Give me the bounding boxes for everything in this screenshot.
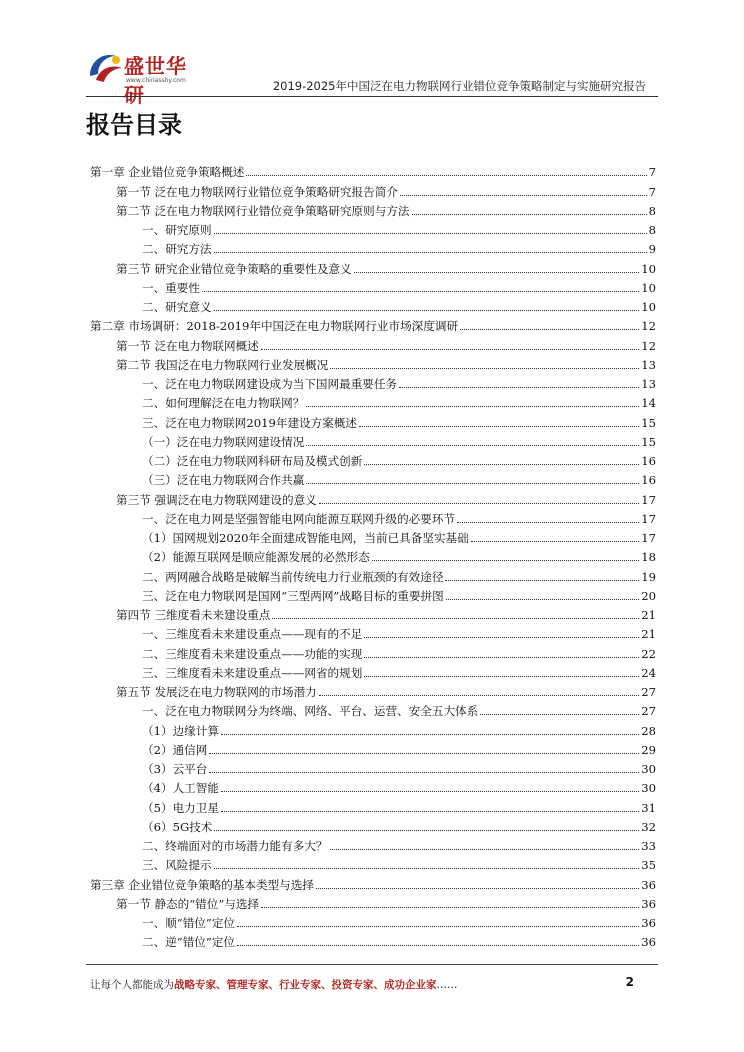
toc-leader-dots	[364, 637, 639, 638]
toc-entry-title: 三、泛在电力物联网是国网“三型两网”战略目标的重要拼图	[142, 588, 444, 603]
toc-entry-title: 二、两网融合战略是破解当前传统电力行业瓶颈的有效途径	[142, 569, 444, 584]
logo-name: 盛世华研	[124, 54, 187, 107]
toc-leader-dots	[364, 464, 639, 465]
toc-leader-dots	[261, 349, 639, 350]
toc-leader-dots	[480, 714, 639, 715]
toc-entry-title: 第一节 静态的“错位”与选择	[116, 896, 260, 911]
footer-divider	[86, 964, 658, 965]
toc-leader-dots	[214, 252, 647, 253]
toc-entry[interactable]	[86, 622, 656, 641]
toc-entry[interactable]	[86, 718, 656, 737]
toc-entry[interactable]	[86, 699, 656, 718]
toc-leader-dots	[221, 811, 639, 812]
footer-suffix: ……	[436, 979, 458, 991]
toc-entry-title: （二）泛在电力物联网科研布局及模式创新	[142, 454, 363, 468]
logo-icon	[86, 48, 126, 88]
toc-leader-dots	[354, 272, 640, 273]
toc-entry[interactable]	[86, 430, 656, 449]
toc-entry-title: 一、三维度看未来建设重点——现有的不足	[142, 627, 363, 642]
toc-entry-title: 第二节 泛在电力物联网行业错位竞争策略研究原则与方法	[116, 203, 410, 218]
toc-entry[interactable]	[86, 738, 656, 757]
toc-entry[interactable]	[86, 468, 656, 487]
page-title: 报告目录	[86, 111, 182, 139]
toc-entry-page: 32	[641, 819, 656, 834]
toc-leader-dots	[412, 214, 647, 215]
toc-entry[interactable]	[86, 661, 656, 680]
toc-entry-title: 第三章 企业错位竞争策略的基本类型与选择	[90, 877, 314, 892]
toc-entry[interactable]	[86, 545, 656, 564]
toc-entry-page: 7	[648, 165, 656, 180]
toc-entry-page: 36	[641, 916, 656, 930]
toc-leader-dots	[471, 541, 640, 542]
toc-leader-dots	[246, 175, 646, 176]
toc-entry[interactable]	[86, 237, 656, 256]
toc-leader-dots	[306, 445, 639, 446]
toc-entry[interactable]	[86, 815, 656, 834]
toc-entry-title: （5）电力卫星	[142, 800, 219, 815]
toc-entry[interactable]	[86, 507, 656, 526]
footer-prefix: 让每个人都能成为	[90, 979, 174, 991]
toc-leader-dots	[319, 503, 639, 504]
toc-leader-dots	[237, 926, 639, 927]
toc-entry[interactable]	[86, 314, 656, 333]
toc-leader-dots	[364, 657, 639, 658]
toc-leader-dots	[399, 387, 639, 388]
toc-entry-page: 30	[641, 781, 656, 796]
toc-entry-title: 一、泛在电力物联网建设成为当下国网最重要任务	[142, 377, 398, 391]
toc-entry[interactable]	[86, 333, 656, 352]
toc-entry-title: 第五节 发展泛在电力物联网的市场潜力	[116, 685, 317, 699]
toc-leader-dots	[364, 676, 639, 677]
toc-leader-dots	[214, 868, 640, 869]
toc-entry-page: 17	[641, 511, 656, 526]
table-of-contents	[86, 160, 656, 949]
toc-leader-dots	[261, 907, 639, 908]
toc-entry-title: 二、终端面对的市场潜力能有多大？	[142, 839, 328, 853]
toc-entry[interactable]	[86, 199, 656, 218]
toc-entry-page: 17	[641, 492, 656, 507]
toc-leader-dots	[209, 772, 639, 773]
toc-entry-page: 10	[641, 280, 656, 295]
toc-entry-page: 28	[641, 723, 656, 738]
toc-entry-title: （一）泛在电力物联网建设情况	[142, 434, 305, 449]
toc-entry[interactable]	[86, 757, 656, 776]
toc-entry-title: 一、研究原则	[142, 223, 212, 237]
toc-entry-title: 一、顺“错位”定位	[142, 916, 236, 930]
footer-slogan	[90, 977, 458, 992]
toc-entry-title: 第一章 企业错位竞争策略概述	[90, 165, 245, 180]
toc-entry-title: 第三节 强调泛在电力物联网建设的意义	[116, 492, 317, 507]
toc-entry-page: 8	[648, 203, 656, 218]
toc-entry[interactable]	[86, 834, 656, 853]
toc-entry[interactable]	[86, 449, 656, 468]
toc-leader-dots	[306, 406, 639, 407]
toc-entry-title: （6）5G技术	[142, 819, 213, 834]
toc-entry-title: 第二节 我国泛在电力物联网行业发展概况	[116, 357, 329, 372]
toc-entry[interactable]	[86, 218, 656, 237]
toc-entry-page: 10	[641, 261, 656, 276]
toc-entry-page: 36	[641, 935, 656, 950]
toc-entry-page: 36	[641, 877, 656, 892]
toc-entry[interactable]	[86, 526, 656, 545]
toc-entry[interactable]	[86, 776, 656, 795]
toc-leader-dots	[330, 368, 639, 369]
toc-entry-page: 7	[648, 184, 656, 199]
toc-entry-page: 12	[641, 319, 656, 334]
toc-entry-page: 33	[641, 839, 656, 853]
toc-leader-dots	[202, 291, 639, 292]
toc-entry-title: （2）通信网	[142, 742, 208, 757]
toc-entry[interactable]	[86, 680, 656, 699]
page-number: 2	[625, 975, 634, 989]
toc-entry[interactable]	[86, 872, 656, 891]
toc-entry-page: 18	[641, 550, 656, 565]
toc-entry-page: 22	[641, 646, 656, 661]
toc-entry-page: 21	[641, 627, 656, 642]
toc-leader-dots	[316, 888, 639, 889]
toc-entry-page: 36	[641, 896, 656, 911]
toc-entry[interactable]	[86, 487, 656, 506]
toc-entry-page: 12	[641, 338, 656, 353]
toc-leader-dots	[319, 695, 639, 696]
toc-entry-page: 27	[641, 704, 656, 719]
toc-entry[interactable]	[86, 353, 656, 372]
toc-entry-page: 8	[648, 223, 656, 237]
toc-entry-page: 20	[641, 588, 656, 603]
toc-entry-page: 17	[641, 531, 656, 545]
toc-entry[interactable]	[86, 641, 656, 660]
toc-entry-page: 21	[641, 608, 656, 622]
toc-entry-page: 9	[648, 242, 656, 257]
toc-leader-dots	[306, 483, 639, 484]
toc-entry-title: 三、三维度看未来建设重点——网省的规划	[142, 665, 363, 680]
toc-entry[interactable]	[86, 160, 656, 179]
toc-entry-title: 三、风险提示	[142, 858, 212, 873]
toc-entry[interactable]	[86, 584, 656, 603]
toc-entry[interactable]	[86, 256, 656, 275]
toc-entry-title: （2）能源互联网是顺应能源发展的必然形态	[142, 550, 370, 565]
toc-leader-dots	[214, 233, 647, 234]
toc-leader-dots	[330, 849, 640, 850]
toc-entry-title: 第一节 泛在电力物联网概述	[116, 338, 259, 353]
toc-entry-title: 二、三维度看未来建设重点——功能的实现	[142, 646, 363, 661]
toc-leader-dots	[272, 618, 639, 619]
toc-leader-dots	[214, 310, 640, 311]
toc-entry[interactable]	[86, 911, 656, 930]
toc-entry-page: 14	[641, 396, 656, 411]
toc-entry[interactable]	[86, 564, 656, 583]
toc-entry-page: 30	[641, 762, 656, 776]
toc-entry-page: 27	[641, 685, 656, 699]
toc-leader-dots	[400, 195, 647, 196]
report-header-title: 2019-2025年中国泛在电力物联网行业错位竞争策略制定与实施研究报告	[272, 79, 646, 93]
toc-entry-page: 31	[641, 800, 656, 815]
toc-leader-dots	[457, 522, 639, 523]
toc-entry-title: 第一节 泛在电力物联网行业错位竞争策略研究报告简介	[116, 184, 398, 199]
toc-leader-dots	[460, 329, 639, 330]
toc-entry-title: 第四节 三维度看未来建设重点	[116, 608, 271, 622]
toc-entry[interactable]	[86, 603, 656, 622]
logo-url: www.chinasshy.com	[126, 77, 186, 84]
toc-entry-page: 19	[641, 569, 656, 584]
toc-entry-page: 13	[641, 357, 656, 372]
toc-entry-page: 35	[641, 858, 656, 873]
toc-entry-page: 15	[641, 434, 656, 449]
toc-entry-title: （1）边缘计算	[142, 723, 219, 738]
toc-entry[interactable]	[86, 179, 656, 198]
toc-entry-title: 一、泛在电力物联网分为终端、网络、平台、运营、安全五大体系	[142, 704, 479, 719]
toc-entry-page: 15	[641, 415, 656, 430]
toc-entry[interactable]	[86, 853, 656, 872]
toc-entry-page: 29	[641, 742, 656, 757]
toc-entry-page: 16	[641, 454, 656, 468]
toc-entry-title: （3）云平台	[142, 762, 208, 776]
toc-entry[interactable]	[86, 372, 656, 391]
toc-leader-dots	[445, 580, 639, 581]
toc-leader-dots	[446, 599, 640, 600]
toc-entry-title: 二、如何理解泛在电力物联网？	[142, 396, 305, 411]
toc-entry-title: （1）国网规划2020年全面建成智能电网，当前已具备坚实基础	[142, 531, 469, 545]
footer-highlight: 战略专家、管理专家、行业专家、投资专家、成功企业家	[174, 979, 437, 991]
toc-entry-title: 第二章 市场调研：2018-2019年中国泛在电力物联网行业市场深度调研	[90, 319, 459, 334]
toc-entry[interactable]	[86, 276, 656, 295]
toc-entry-page: 13	[641, 377, 656, 391]
toc-entry-title: （三）泛在电力物联网合作共赢	[142, 473, 305, 488]
toc-entry-title: 二、研究意义	[142, 300, 212, 314]
toc-entry-page: 10	[641, 300, 656, 314]
toc-entry-page: 16	[641, 473, 656, 488]
toc-leader-dots	[359, 426, 639, 427]
company-logo	[86, 48, 206, 107]
toc-entry-title: 一、泛在电力网是坚强智能电网向能源互联网升级的必要环节	[142, 511, 456, 526]
toc-entry-title: 一、重要性	[142, 280, 200, 295]
toc-entry[interactable]	[86, 295, 656, 314]
toc-leader-dots	[221, 791, 639, 792]
toc-entry[interactable]	[86, 410, 656, 429]
toc-entry[interactable]	[86, 391, 656, 410]
toc-entry[interactable]	[86, 892, 656, 911]
toc-leader-dots	[214, 830, 639, 831]
toc-entry-title: 三、泛在电力物联网2019年建设方案概述	[142, 415, 358, 430]
toc-leader-dots	[221, 734, 639, 735]
toc-leader-dots	[209, 753, 639, 754]
toc-entry[interactable]	[86, 930, 656, 949]
toc-entry-title: 二、逆“错位”定位	[142, 935, 236, 950]
toc-entry-title: 第三节 研究企业错位竞争策略的重要性及意义	[116, 261, 352, 276]
toc-entry-page: 24	[641, 665, 656, 680]
toc-entry-title: 二、研究方法	[142, 242, 212, 257]
toc-entry[interactable]	[86, 795, 656, 814]
toc-entry-title: （4）人工智能	[142, 781, 219, 796]
toc-leader-dots	[237, 945, 639, 946]
header-divider	[86, 96, 658, 97]
toc-leader-dots	[372, 560, 640, 561]
